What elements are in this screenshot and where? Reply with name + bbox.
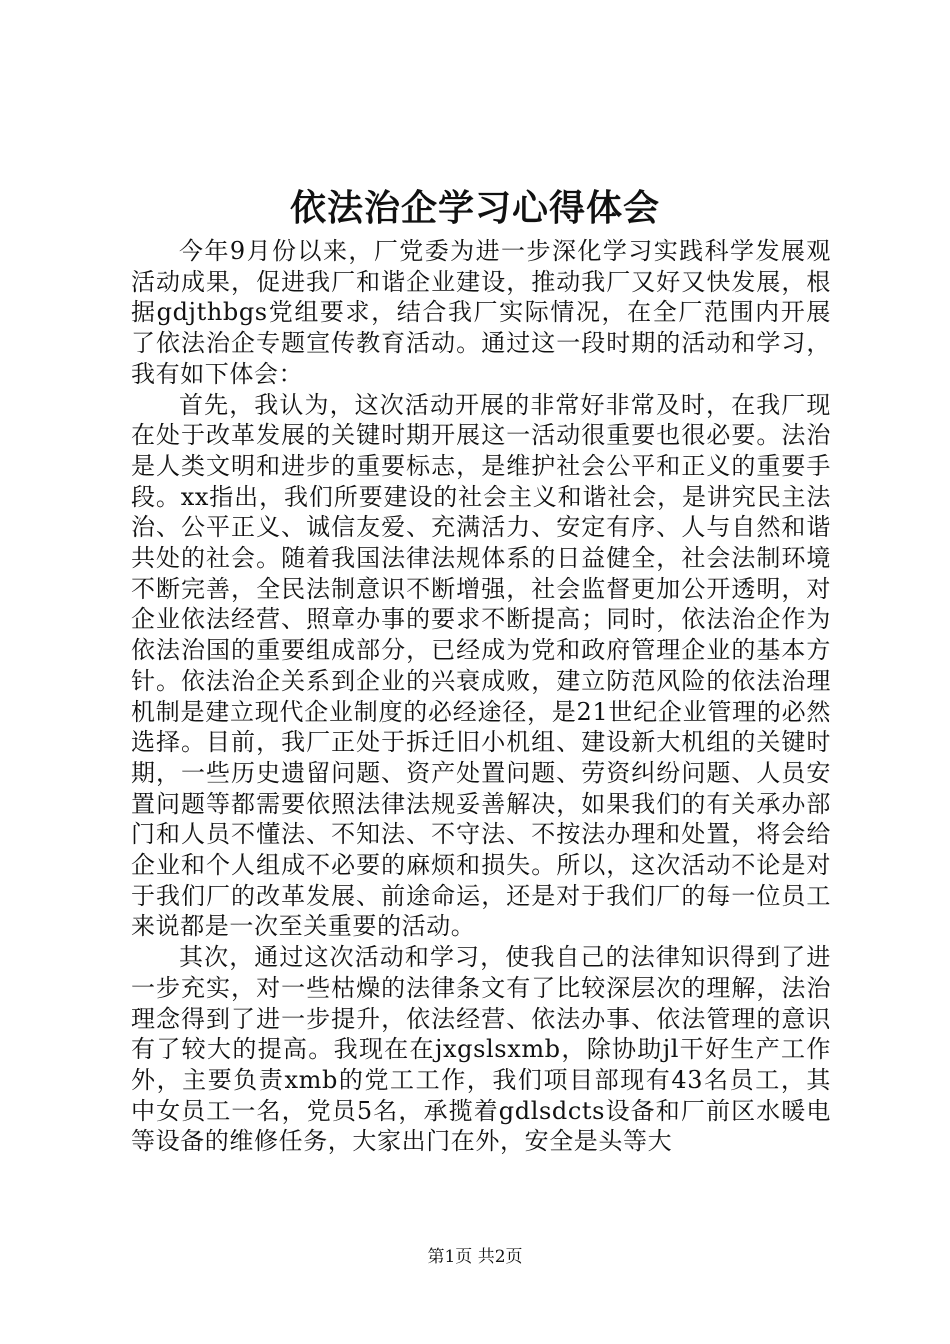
page-number: 第1页 共2页: [427, 1247, 523, 1267]
document-body: [131, 236, 831, 1157]
paragraph-intro: 今年9月份以来，厂党委为进一步深化学习实践科学发展观活动成果，促进我厂和谐企业建设，推动我厂又好又快发展，根据gdjthbgs党组要求，结合我厂实际情况，在全厂范围内开展了依法治企专题宣传教育活动。通过这一段时期的活动和学习，我有如下体会：: [131, 237, 831, 388]
document-title: 依法治企学习心得体会: [289, 187, 660, 229]
paragraph-first-point: 首先，我认为，这次活动开展的非常好非常及时，在我厂现在处于改革发展的关键时期开展这一活动很重要也很必要。法治是人类文明和进步的重要标志，是维护社会公平和正义的重要手段。xx指出，我们所要建设的社会主义和谐社会，是讲究民主法治、公平正义、诚信友爱、充满活力、安定有序、人与自然和谐共处的社会。随着我国法律法规体系的日益健全，社会法制环境不断完善，全民法制意识不断增强，社会监督更加公开透明，对企业依法经营、照章办事的要求不断提高；同时，依法治企作为依法治国的重要组成部分，已经成为党和政府管理企业的基本方针。依法治企关系到企业的兴衰成败，建立防范风险的依法治理机制是建立现代企业制度的必经途径，是21世纪企业管理的必然选择。目前，我厂正处于拆迁旧小机组、建设新大机组的关键时期，一些历史遗留问题、资产处置问题、劳资纠纷问题、人员安置问题等都需要依照法律法规妥善解决，如果我们的有关承办部门和人员不懂法、不知法、不守法、不按法办理和处置，将会给企业和个人组成不必要的麻烦和损失。所以，这次活动不论是对于我们厂的改革发展、前途命运，还是对于我们厂的每一位员工来说都是一次至关重要的活动。: [131, 390, 831, 941]
paragraph-second-point: 其次，通过这次活动和学习，使我自己的法律知识得到了进一步充实，对一些枯燥的法律条文有了比较深层次的理解，法治理念得到了进一步提升，依法经营、依法办事、依法管理的意识有了较大的提高。我现在在jxgslsxmb，除协助jl干好生产工作外，主要负责xmb的党工工作，我们项目部现有43名员工，其中女员工一名，党员5名，承揽着gdlsdcts设备和厂前区水暖电等设备的维修任务，大家出门在外，安全是头等大: [131, 943, 831, 1156]
